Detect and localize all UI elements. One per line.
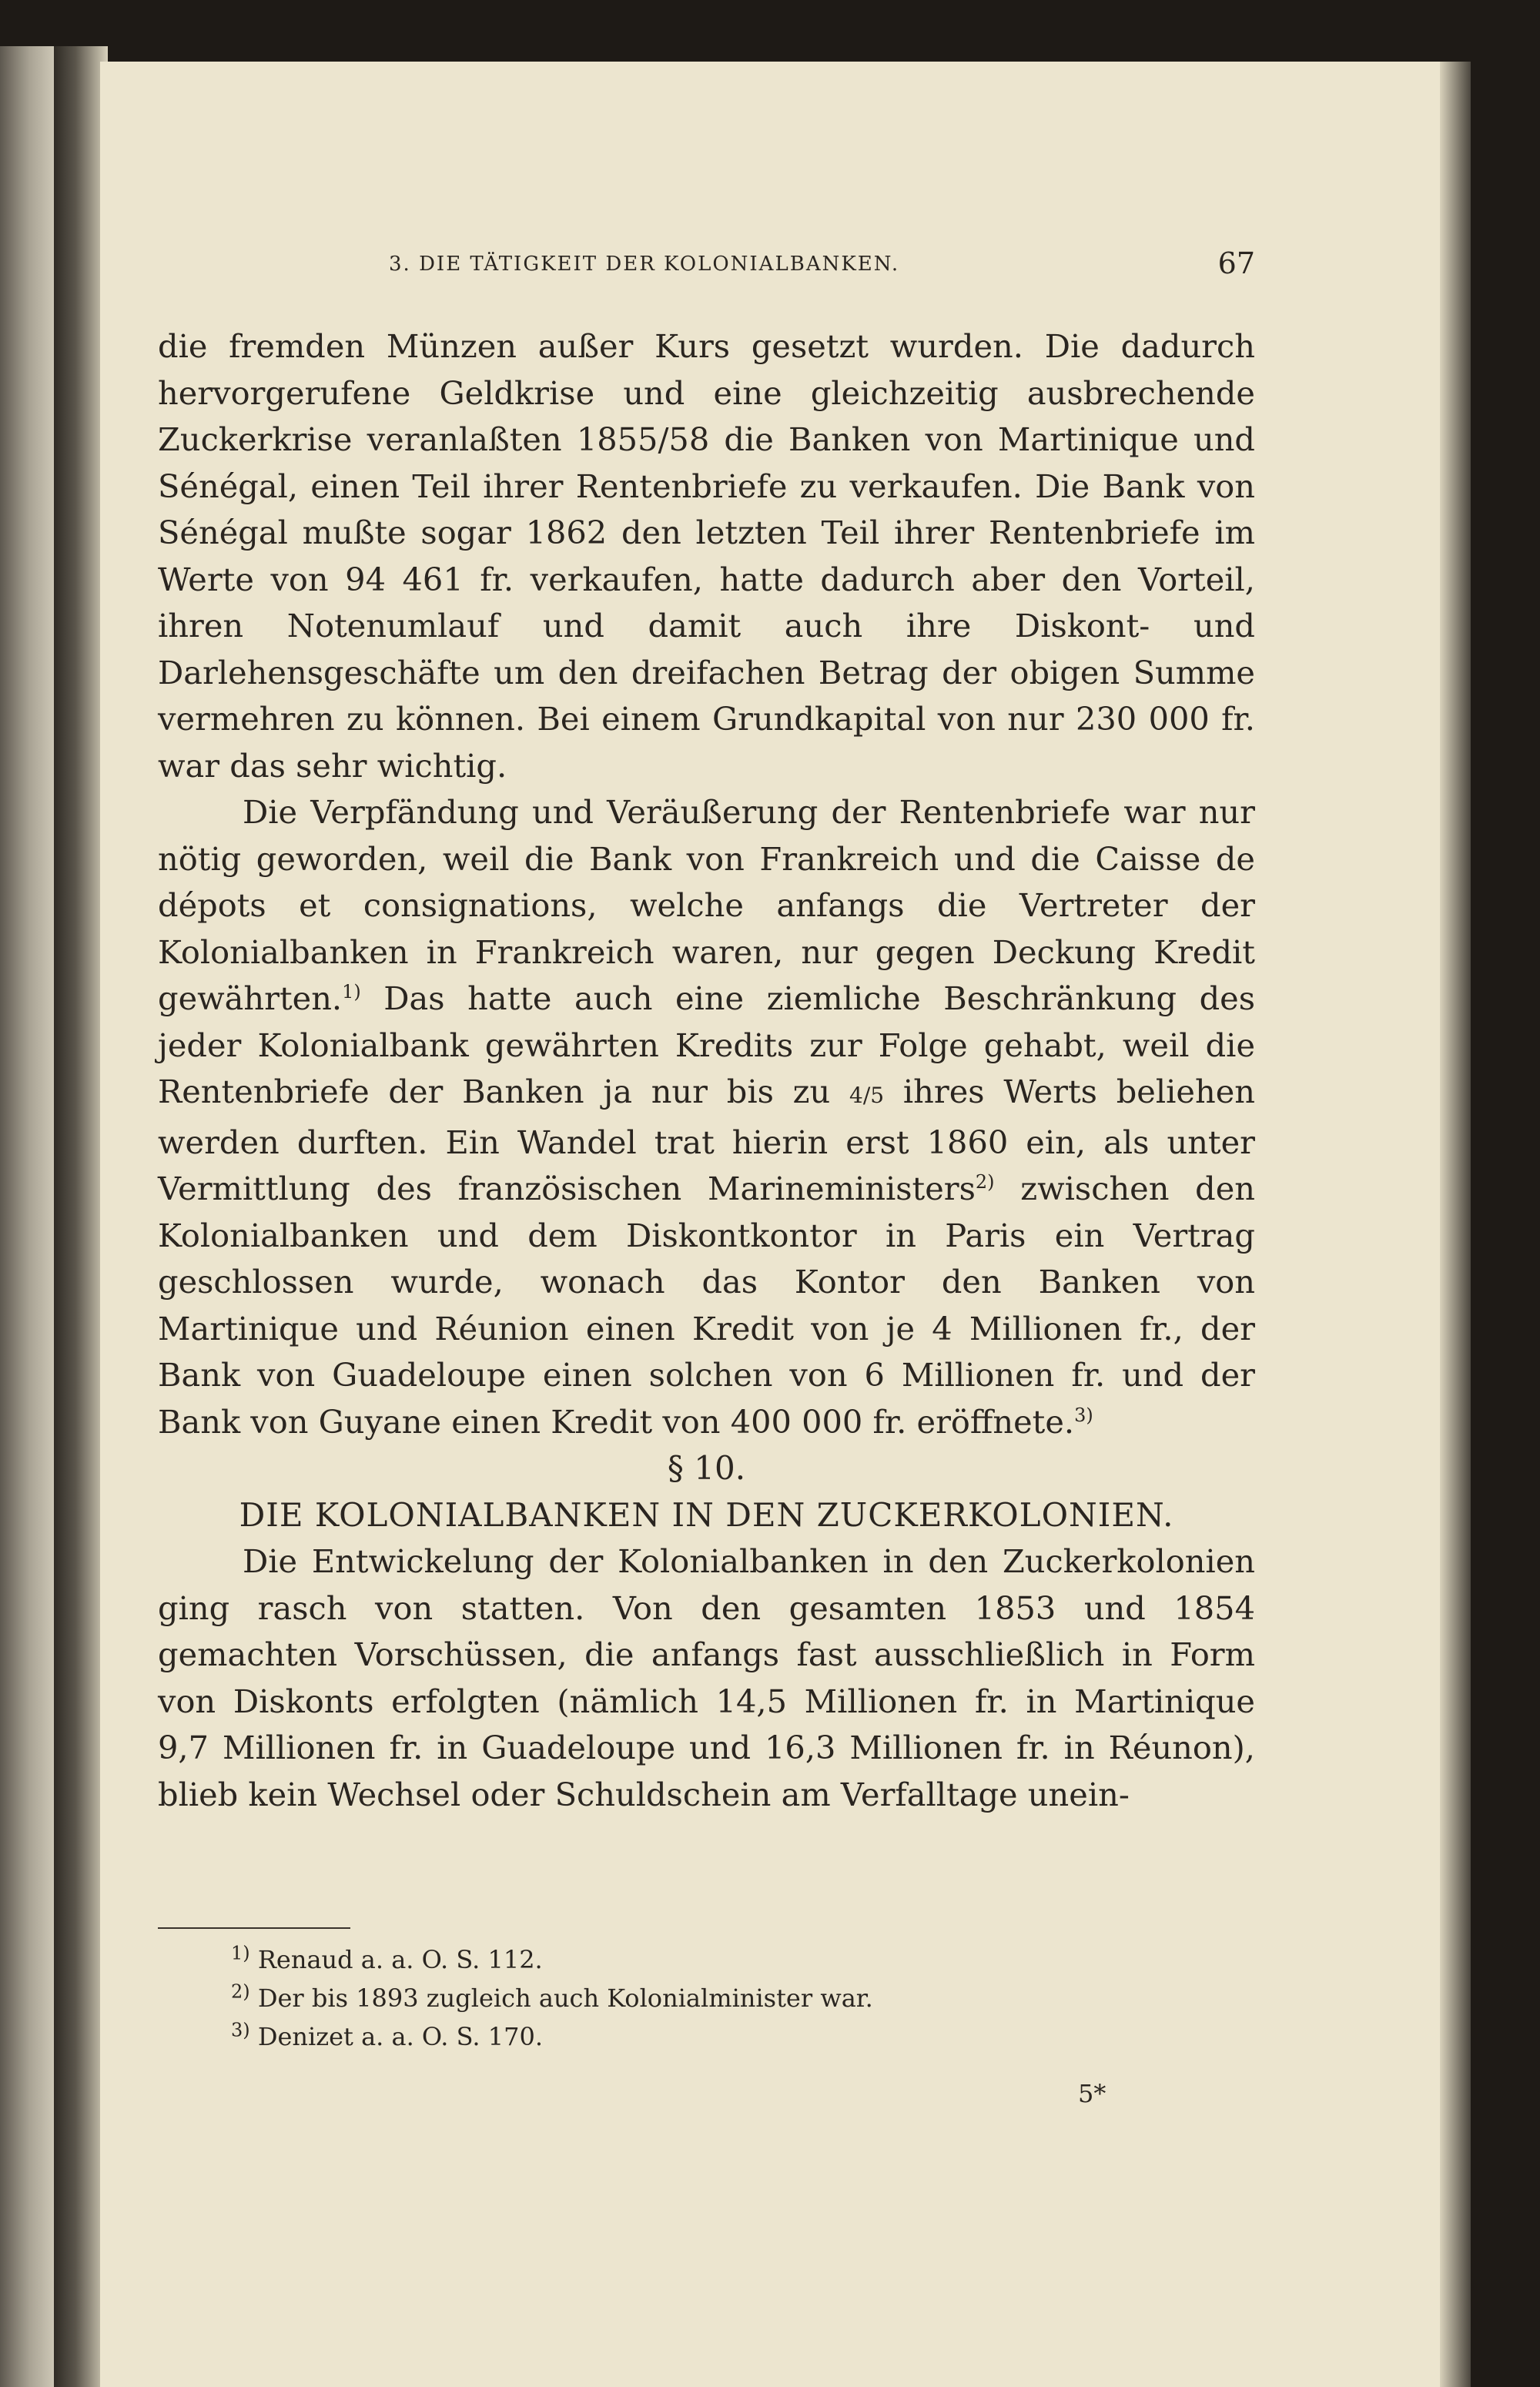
footnote-text: Renaud a. a. O. S. 112. bbox=[257, 1945, 543, 1974]
running-head: 3. DIE TÄTIGKEIT DER KOLONIALBANKEN. bbox=[389, 253, 900, 276]
footnote-text: Der bis 1893 zugleich auch Kolonialminister war. bbox=[257, 1984, 873, 2013]
page-header bbox=[158, 246, 1255, 293]
footnote-mark: 2) bbox=[231, 1980, 250, 2003]
footnote-ref-2: 2) bbox=[975, 1171, 995, 1194]
body-text bbox=[158, 323, 1255, 1818]
footnote-divider bbox=[158, 1927, 350, 1929]
fraction-four-fifths: 4/5 bbox=[849, 1083, 885, 1108]
paragraph-2-part-c: ihres Werts beliehen werden durften. Ein Wandel trat hierin erst 1860 ein, als unter Vermittlung des französischen Marineministers bbox=[158, 1073, 1255, 1207]
footnote-mark: 1) bbox=[231, 1942, 250, 1964]
footnote-3 bbox=[231, 2017, 1232, 2056]
footnote-2 bbox=[231, 1979, 1232, 2017]
right-page-edge bbox=[1440, 62, 1471, 2387]
footnote-mark: 3) bbox=[231, 2019, 250, 2041]
page-number: 67 bbox=[1217, 246, 1255, 280]
footnote-1 bbox=[231, 1940, 1232, 1979]
footnote-ref-3: 3) bbox=[1074, 1404, 1093, 1426]
paragraph-1: die fremden Münzen außer Kurs gesetzt wurden. Die dadurch hervorgerufene Geldkrise und eine gleichzeitig ausbrechende Zuckerkrise veranlaßten 1855/58 die Banken von Martinique und Sénégal, einen Teil ihrer Rentenbriefe zu verkaufen. Die Bank von Sénégal mußte sogar 1862 den letzten Teil ihrer Rentenbriefe im Werte von 94 461 fr. verkaufen, hatte dadurch aber den Vorteil, ihren Notenumlauf und damit auch ihre Diskont- und Darlehensgeschäfte um den dreifachen Betrag der obigen Summe vermehren zu können. Bei einem Grundkapital von nur 230 000 fr. war das sehr wichtig. bbox=[158, 327, 1255, 785]
paragraph-2-part-b: Das hatte auch eine ziemliche Beschränkung des jeder Kolonialbank gewährten Kredits zur Folge gehabt, weil die Rentenbriefe der Banken ja nur bis zu bbox=[158, 979, 1255, 1110]
footnote-text: Denizet a. a. O. S. 170. bbox=[257, 2022, 543, 2051]
section-mark: § 10. bbox=[667, 1449, 746, 1487]
footnote-ref-1: 1) bbox=[342, 981, 361, 1003]
section-title: DIE KOLONIALBANKEN IN DEN ZUCKERKOLONIEN. bbox=[239, 1495, 1174, 1534]
paragraph-3: Die Entwickelung der Kolonialbanken in den Zuckerkolonien ging rasch von statten. Von den gesamten 1853 und 1854 gemachten Vorschüssen, die anfangs fast ausschließlich in Form von Diskonts erfolgten (nämlich 14,5 Millionen fr. in Martinique 9,7 Millionen fr. in Guadeloupe und 16,3 Millionen fr. in Réunon), blieb kein Wechsel oder Schuldschein am Verfalltage unein- bbox=[158, 1542, 1255, 1813]
paragraph-2 bbox=[158, 789, 1255, 1445]
paragraph-2-part-a: Die Verpfändung und Veräußerung der Rentenbriefe war nur nötig geworden, weil die Bank von Frankreich und die Caisse de dépots et consignations, welche anfangs die Vertreter der Kolonialbanken in Frankreich waren, nur gegen Deckung Kredit gewährten. bbox=[158, 793, 1255, 1017]
paragraph-2-part-d: zwischen den Kolonialbanken und dem Diskontkontor in Paris ein Vertrag geschlossen wurde, wonach das Kontor den Banken von Martinique und Réunion einen Kredit von je 4 Millionen fr., der Bank von Guadeloupe einen solchen von 6 Millionen fr. und der Bank von Guyane einen Kredit von 400 000 fr. eröffnete. bbox=[158, 1170, 1255, 1441]
left-page-edge bbox=[0, 46, 54, 2387]
footnotes bbox=[231, 1940, 1232, 2056]
signature-mark: 5* bbox=[1078, 2079, 1106, 2108]
